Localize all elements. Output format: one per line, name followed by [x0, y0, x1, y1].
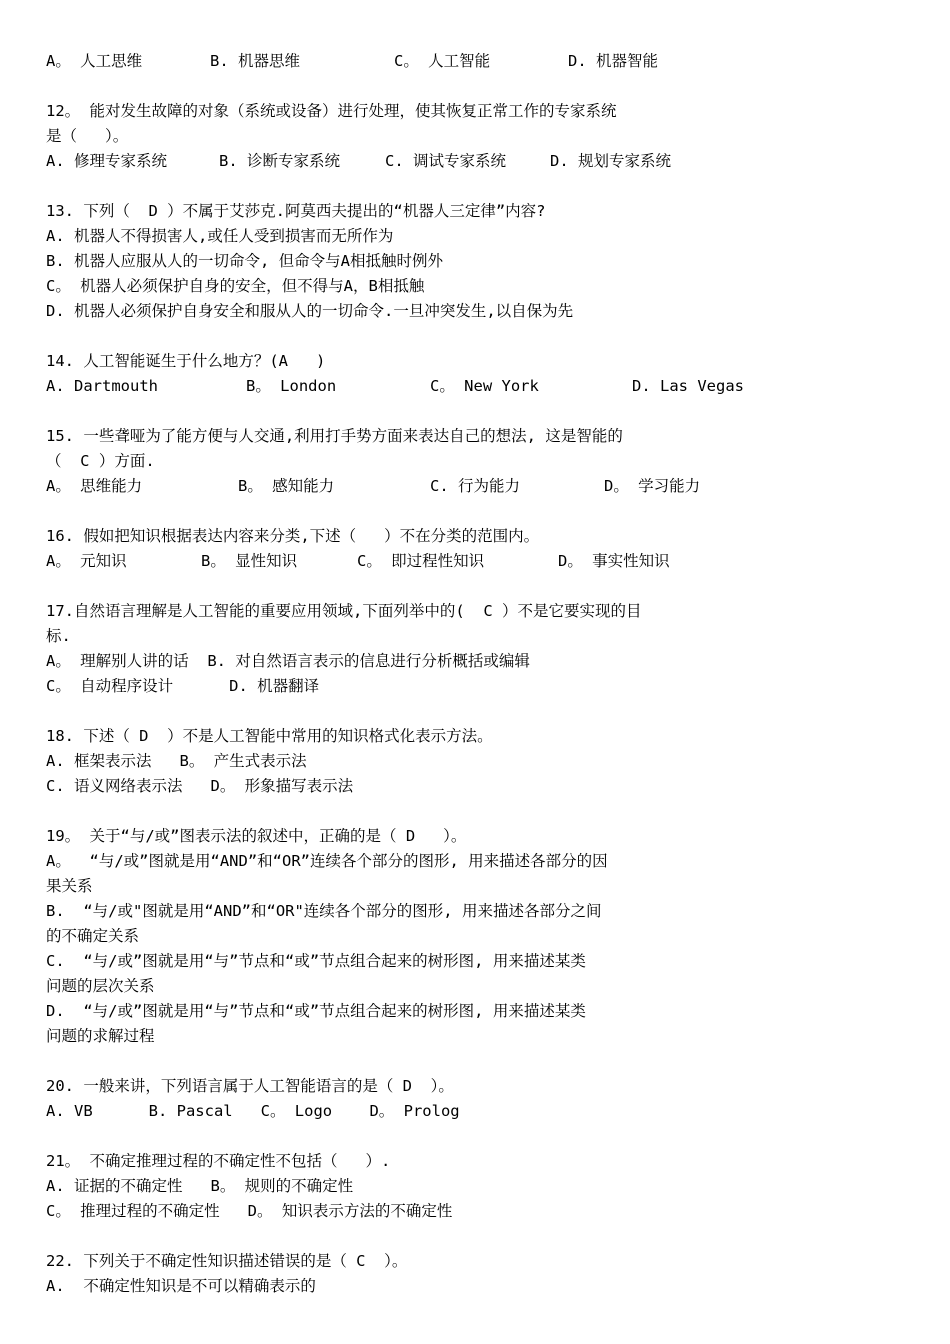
q19-option-b-line-1: B. “与/或"图就是用“AND”和“OR"连续各个部分的图形, 用来描述各部分之间 — [46, 902, 602, 920]
q12-options — [46, 149, 926, 174]
q19-option-a-line-2: 果关系 — [46, 877, 93, 895]
q15-option-d: D。 学习能力 — [604, 477, 701, 495]
q15-option-b: B。 感知能力 — [238, 477, 335, 495]
q15-option-a: A。 思维能力 — [46, 477, 143, 495]
q16-stem: 16. 假如把知识根据表达内容来分类,下述（ ）不在分类的范围内。 — [46, 527, 540, 545]
q12-option-a: A. 修理专家系统 — [46, 152, 167, 170]
q15-stem-line-1: 15. 一些聋哑为了能方便与人交通,利用打手势方面来表达自己的想法, 这是智能的 — [46, 427, 623, 445]
q20-stem: 20. 一般来讲，下列语言属于人工智能语言的是（ D ）。 — [46, 1077, 454, 1095]
exam-page — [46, 49, 926, 1299]
q11-options — [46, 49, 926, 74]
q14-option-b: B。 London — [246, 377, 337, 395]
q17-options-cd: C。 自动程序设计 D. 机器翻译 — [46, 677, 320, 695]
q18-options-ab: A. 框架表示法 B。 产生式表示法 — [46, 752, 307, 770]
q16-options — [46, 549, 926, 574]
q15-stem-line-2: （ C ）方面. — [46, 452, 155, 470]
q12-stem-line-1: 12。 能对发生故障的对象（系统或设备）进行处理，使其恢复正常工作的专家系统 — [46, 102, 617, 120]
q16-option-d: D。 事实性知识 — [558, 552, 670, 570]
q22-option-a: A. 不确定性知识是不可以精确表示的 — [46, 1277, 316, 1295]
q14-option-d: D. Las Vegas — [632, 377, 744, 395]
q14-stem: 14. 人工智能诞生于什么地方？(A ) — [46, 352, 326, 370]
q11-option-d: D. 机器智能 — [568, 52, 658, 70]
q16-option-b: B。 显性知识 — [201, 552, 298, 570]
q19-option-a-line-1: A。 “与/或”图就是用“AND”和“OR”连续各个部分的图形, 用来描述各部分的因 — [46, 852, 608, 870]
q12-stem-line-2: 是（ ）。 — [46, 127, 129, 145]
q21-stem: 21。 不确定推理过程的不确定性不包括（ ）. — [46, 1152, 391, 1170]
q18-stem: 18. 下述（ D ）不是人工智能中常用的知识格式化表示方法。 — [46, 727, 493, 745]
q12-option-d: D. 规划专家系统 — [550, 152, 671, 170]
q19-option-c-line-1: C. “与/或”图就是用“与”节点和“或”节点组合起来的树形图, 用来描述某类 — [46, 952, 586, 970]
q19-stem: 19。 关于“与/或”图表示法的叙述中，正确的是（ D ）。 — [46, 827, 467, 845]
q16-option-a: A。 元知识 — [46, 552, 127, 570]
q18-options-cd: C. 语义网络表示法 D。 形象描写表示法 — [46, 777, 354, 795]
q17-stem-line-1: 17.自然语言理解是人工智能的重要应用领域,下面列举中的( C ）不是它要实现的目 — [46, 602, 642, 620]
q15-options — [46, 474, 926, 499]
q11-option-a: A。 人工思维 — [46, 52, 143, 70]
q21-options-ab: A. 证据的不确定性 B。 规则的不确定性 — [46, 1177, 354, 1195]
q14-options — [46, 374, 926, 399]
q11-option-c: C。 人工智能 — [394, 52, 491, 70]
q13-option-d: D. 机器人必须保护自身安全和服从人的一切命令.一旦冲突发生,以自保为先 — [46, 302, 574, 320]
q14-option-c: C。 New York — [430, 377, 539, 395]
q17-options-ab: A。 理解别人讲的话 B. 对自然语言表示的信息进行分析概括或编辑 — [46, 652, 530, 670]
q13-stem: 13. 下列（ D ）不属于艾莎克.阿莫西夫提出的“机器人三定律”内容? — [46, 202, 546, 220]
q19-option-c-line-2: 问题的层次关系 — [46, 977, 155, 995]
q22-stem: 22. 下列关于不确定性知识描述错误的是（ C ）。 — [46, 1252, 408, 1270]
q11-option-b: B. 机器思维 — [210, 52, 300, 70]
q14-option-a: A. Dartmouth — [46, 377, 158, 395]
q12-option-c: C. 调试专家系统 — [385, 152, 506, 170]
q13-option-c: C。 机器人必须保护自身的安全，但不得与A，B相抵触 — [46, 277, 425, 295]
q19-option-b-line-2: 的不确定关系 — [46, 927, 140, 945]
q20-options: A. VB B. Pascal C。 Logo D。 Prolog — [46, 1102, 460, 1120]
q15-option-c: C. 行为能力 — [430, 477, 520, 495]
q21-options-cd: C。 推理过程的不确定性 D。 知识表示方法的不确定性 — [46, 1202, 453, 1220]
q13-option-a: A. 机器人不得损害人,或任人受到损害而无所作为 — [46, 227, 394, 245]
q16-option-c: C。 即过程性知识 — [357, 552, 485, 570]
q19-option-d-line-2: 问题的求解过程 — [46, 1027, 155, 1045]
q13-option-b: B. 机器人应服从人的一切命令, 但命令与A相抵触时例外 — [46, 252, 443, 270]
q19-option-d-line-1: D. “与/或”图就是用“与”节点和“或”节点组合起来的树形图, 用来描述某类 — [46, 1002, 586, 1020]
q12-option-b: B. 诊断专家系统 — [219, 152, 340, 170]
q17-stem-line-2: 标. — [46, 627, 71, 645]
